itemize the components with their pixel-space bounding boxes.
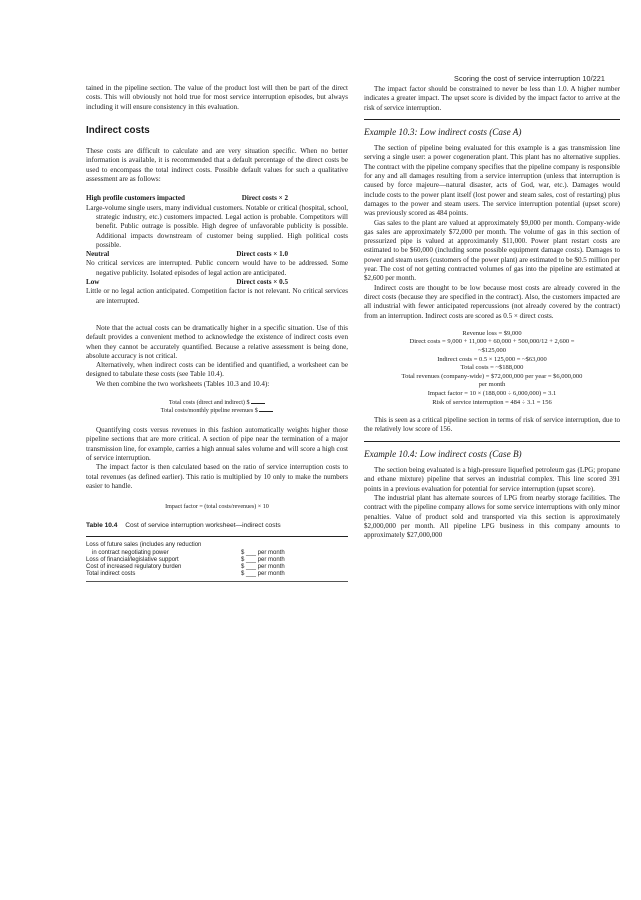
paragraph: We then combine the two worksheets (Tables 10.3 and 10.4): (96, 379, 270, 388)
category-name: Neutral (86, 250, 110, 259)
category-heading (86, 278, 348, 287)
calc-line: Revenue loss = $9,000 (462, 329, 522, 337)
left-column (86, 84, 348, 586)
calc-line: Risk of service interruption = 484 ÷ 3.1 = 156 (432, 398, 552, 406)
paragraph: Note that the actual costs can be dramatically higher in a specific situation. Use of this default provides a convenient method to acknowledge the existence of indirect costs even when they cannot be accurately quantified. Because a relative assessment is being done, absolute accuracy is not critical. (86, 323, 348, 360)
row-amount: $ ___ per month (241, 564, 285, 570)
section-rule (364, 119, 620, 120)
worksheet-line (86, 399, 348, 407)
paragraph: Alternatively, when indirect costs can be identified and quantified, a worksheet can be designed to tabulate these costs (see Table 10.4). (86, 361, 348, 379)
section-heading: Indirect costs (86, 124, 150, 136)
category-multiplier: Direct costs × 2 (241, 194, 288, 203)
paragraph: The impact factor is then calculated based on the ratio of service interruption costs to total revenues (as defined earlier). This ratio is multiplied by 10 only to make the numbers easier to handle. (86, 463, 348, 490)
category-text: No critical services are interrupted. Public concern would have to be addressed. Some negative publicity. Isolated episodes of legal action are anticipated. (86, 259, 348, 277)
category-multiplier: Direct costs × 1.0 (236, 250, 288, 259)
paragraph: tained in the pipeline section. The value of the product lost will then be part of the direct costs. This will obviously not hold true for most service interruption episodes, but always including it will ensure consistency in this evaluation. (86, 84, 348, 111)
calc-line: Total costs = ~$188,000 (460, 364, 524, 372)
category-text: Large-volume single users, many individual customers. Notable or critical (hospital, school, strategic industry, etc.) customers impacted. Legal action is probable. Competitors will benefit. Public outrage is possible. High degree of unfavorable publicity is possible. Additional impacts downstream of customer being supplied. High political costs possible. (86, 203, 348, 249)
category-low (86, 278, 348, 306)
paragraph: This is seen as a critical pipeline section in terms of risk of service interruption, due to the relatively low score of 156. (364, 416, 620, 434)
calc-line: Total revenues (company-wide) = $72,000,000 per year = $6,000,000 (401, 372, 583, 380)
page-number: 10/221 (582, 74, 605, 83)
row-label: Loss of future sales (includes any reduction (86, 542, 202, 549)
category-neutral (86, 250, 348, 278)
table-row (86, 571, 348, 578)
table-top-rule (86, 536, 348, 537)
calc-line: ~$125,000 (478, 347, 506, 355)
row-label: Loss of financial/legislative support (86, 556, 179, 563)
calc-line: Indirect costs = 0.5 × 125,000 = ~$63,000 (437, 355, 547, 363)
worksheet-line (86, 407, 348, 415)
blank (259, 411, 273, 412)
category-name: Low (86, 278, 100, 287)
category-high (86, 194, 348, 250)
paragraph: Indirect costs are thought to be low because most costs are already covered in the direct costs (because they are specified in the contract). Also, the customers impacted are all industrial with fewer anticipated repercussions (not already covered by the contract) from an interruption. Indirect costs are scored as 0.5 × direct costs. (364, 283, 620, 320)
table-caption (86, 521, 348, 530)
table-number: Table 10.4 (86, 522, 118, 530)
running-header (454, 74, 605, 83)
worksheet-line-text: Total costs/monthly pipeline revenues $ (160, 408, 258, 415)
running-title: Scoring the cost of service interruption (454, 74, 581, 83)
section-rule (364, 441, 620, 442)
table-row (86, 564, 348, 571)
calc-line: Impact factor = 10 × (188,000 ÷ 6,000,000) = 3.1 (427, 389, 557, 397)
table-row (86, 542, 348, 549)
paragraph: Quantifying costs versus revenues in this fashion automatically weights higher those pipeline sections that are more critical. A section of pipe near the termination of a major transmission line, for example, carries a high annual sales volume and will score a high cost of service interruption. (86, 426, 348, 462)
impact-formula: Impact factor = (total costs/revenues) × 10 (165, 504, 269, 511)
calc-line: Direct costs = 9,000 + 11,000 + 60,000 + 500,000/12 + 2,600 = (409, 338, 575, 346)
worksheet-line-text: Total costs (direct and indirect) $ (168, 400, 250, 407)
table-body (86, 542, 348, 578)
right-column (364, 85, 620, 540)
blank (251, 403, 265, 404)
paragraph: The section being evaluated is a high-pressure liquefied petroleum gas (LPG; propane and ethane mixture) pipeline that serves an industrial complex. This line scored 391 points in a previous evaluation for potential for service interruption (upset score). (364, 466, 620, 493)
example-title: Example 10.3: Low indirect costs (Case A) (364, 126, 522, 137)
table-title: Cost of service interruption worksheet—indirect costs (125, 522, 281, 530)
category-text: Little or no legal action anticipated. Competition factor is not relevant. No critical services are interrupted. (86, 287, 348, 305)
example-title: Example 10.4: Low indirect costs (Case B) (364, 448, 522, 459)
category-heading (86, 250, 348, 259)
paragraph: Gas sales to the plant are valued at approximately $9,000 per month. Company-wide gas sales are approximately $72,000 per month. The volume of gas in this section of pressurized pipe is valued at approximately $11,000. Power plant restart costs are estimated to be $60,000 (including some possible equipment damage costs). Damages to power and steam users (customers of the power plant) are estimated to be $0.5 million per year. The cost of not getting contracted volumes of gas into the pipeline are estimated at $2,600 per month. (364, 218, 620, 283)
table-bottom-rule (86, 581, 348, 582)
row-amount: $ ___ per month (241, 549, 285, 556)
calc-line: per month (478, 381, 506, 389)
row-amount: $ ___ per month (241, 571, 285, 578)
paragraph: The industrial plant has alternate sources of LPG from nearby storage facilities. The contract with the pipeline company allows for some service interruptions with only minor penalties. Value of product sold and transported via this section is approximately $2,000,000 per month. All pipeline LPG business in this company amounts to approximately $27,000,000 (364, 493, 620, 540)
table-row (86, 550, 348, 557)
category-heading (86, 194, 348, 203)
row-label: Cost of increased regulatory burden (86, 564, 182, 570)
category-multiplier: Direct costs × 0.5 (236, 278, 288, 287)
paragraph: The impact factor should be constrained to never be less than 1.0. A higher number indicates a greater impact. The upset score is divided by the impact factor to arrive at the risk of service interruption. (364, 85, 620, 112)
row-label: in contract negotiating power (92, 549, 169, 556)
paragraph: The section of pipeline being evaluated for this example is a gas transmission line serving a single user: a power cogeneration plant. This plant has no alternative supplies. The contract with the pipeline company specifies that the pipeline company is responsible for any and all damages resulting from a service interruption (unless that interruption is caused by force majeure—natural disaster, acts of God, war, etc.). Damages would include costs to the power plant itself (lost power and steam sales, cost of restarting) plus damages to the power and steam users. The service interruption potential (upset score) was previously scored as 484 points. (364, 144, 620, 218)
row-label: Total indirect costs (86, 571, 136, 578)
table-row (86, 557, 348, 564)
category-name: High profile customers impacted (86, 194, 185, 203)
calculation-block (364, 330, 620, 407)
paragraph: These costs are difficult to calculate and are very situation specific. When no better information is available, it is recommended that a default percentage of the direct costs be used to encompass the total indirect costs. Possible default values for such a qualitative assessment are as follows: (86, 147, 348, 184)
row-amount: $ ___ per month (241, 556, 285, 563)
